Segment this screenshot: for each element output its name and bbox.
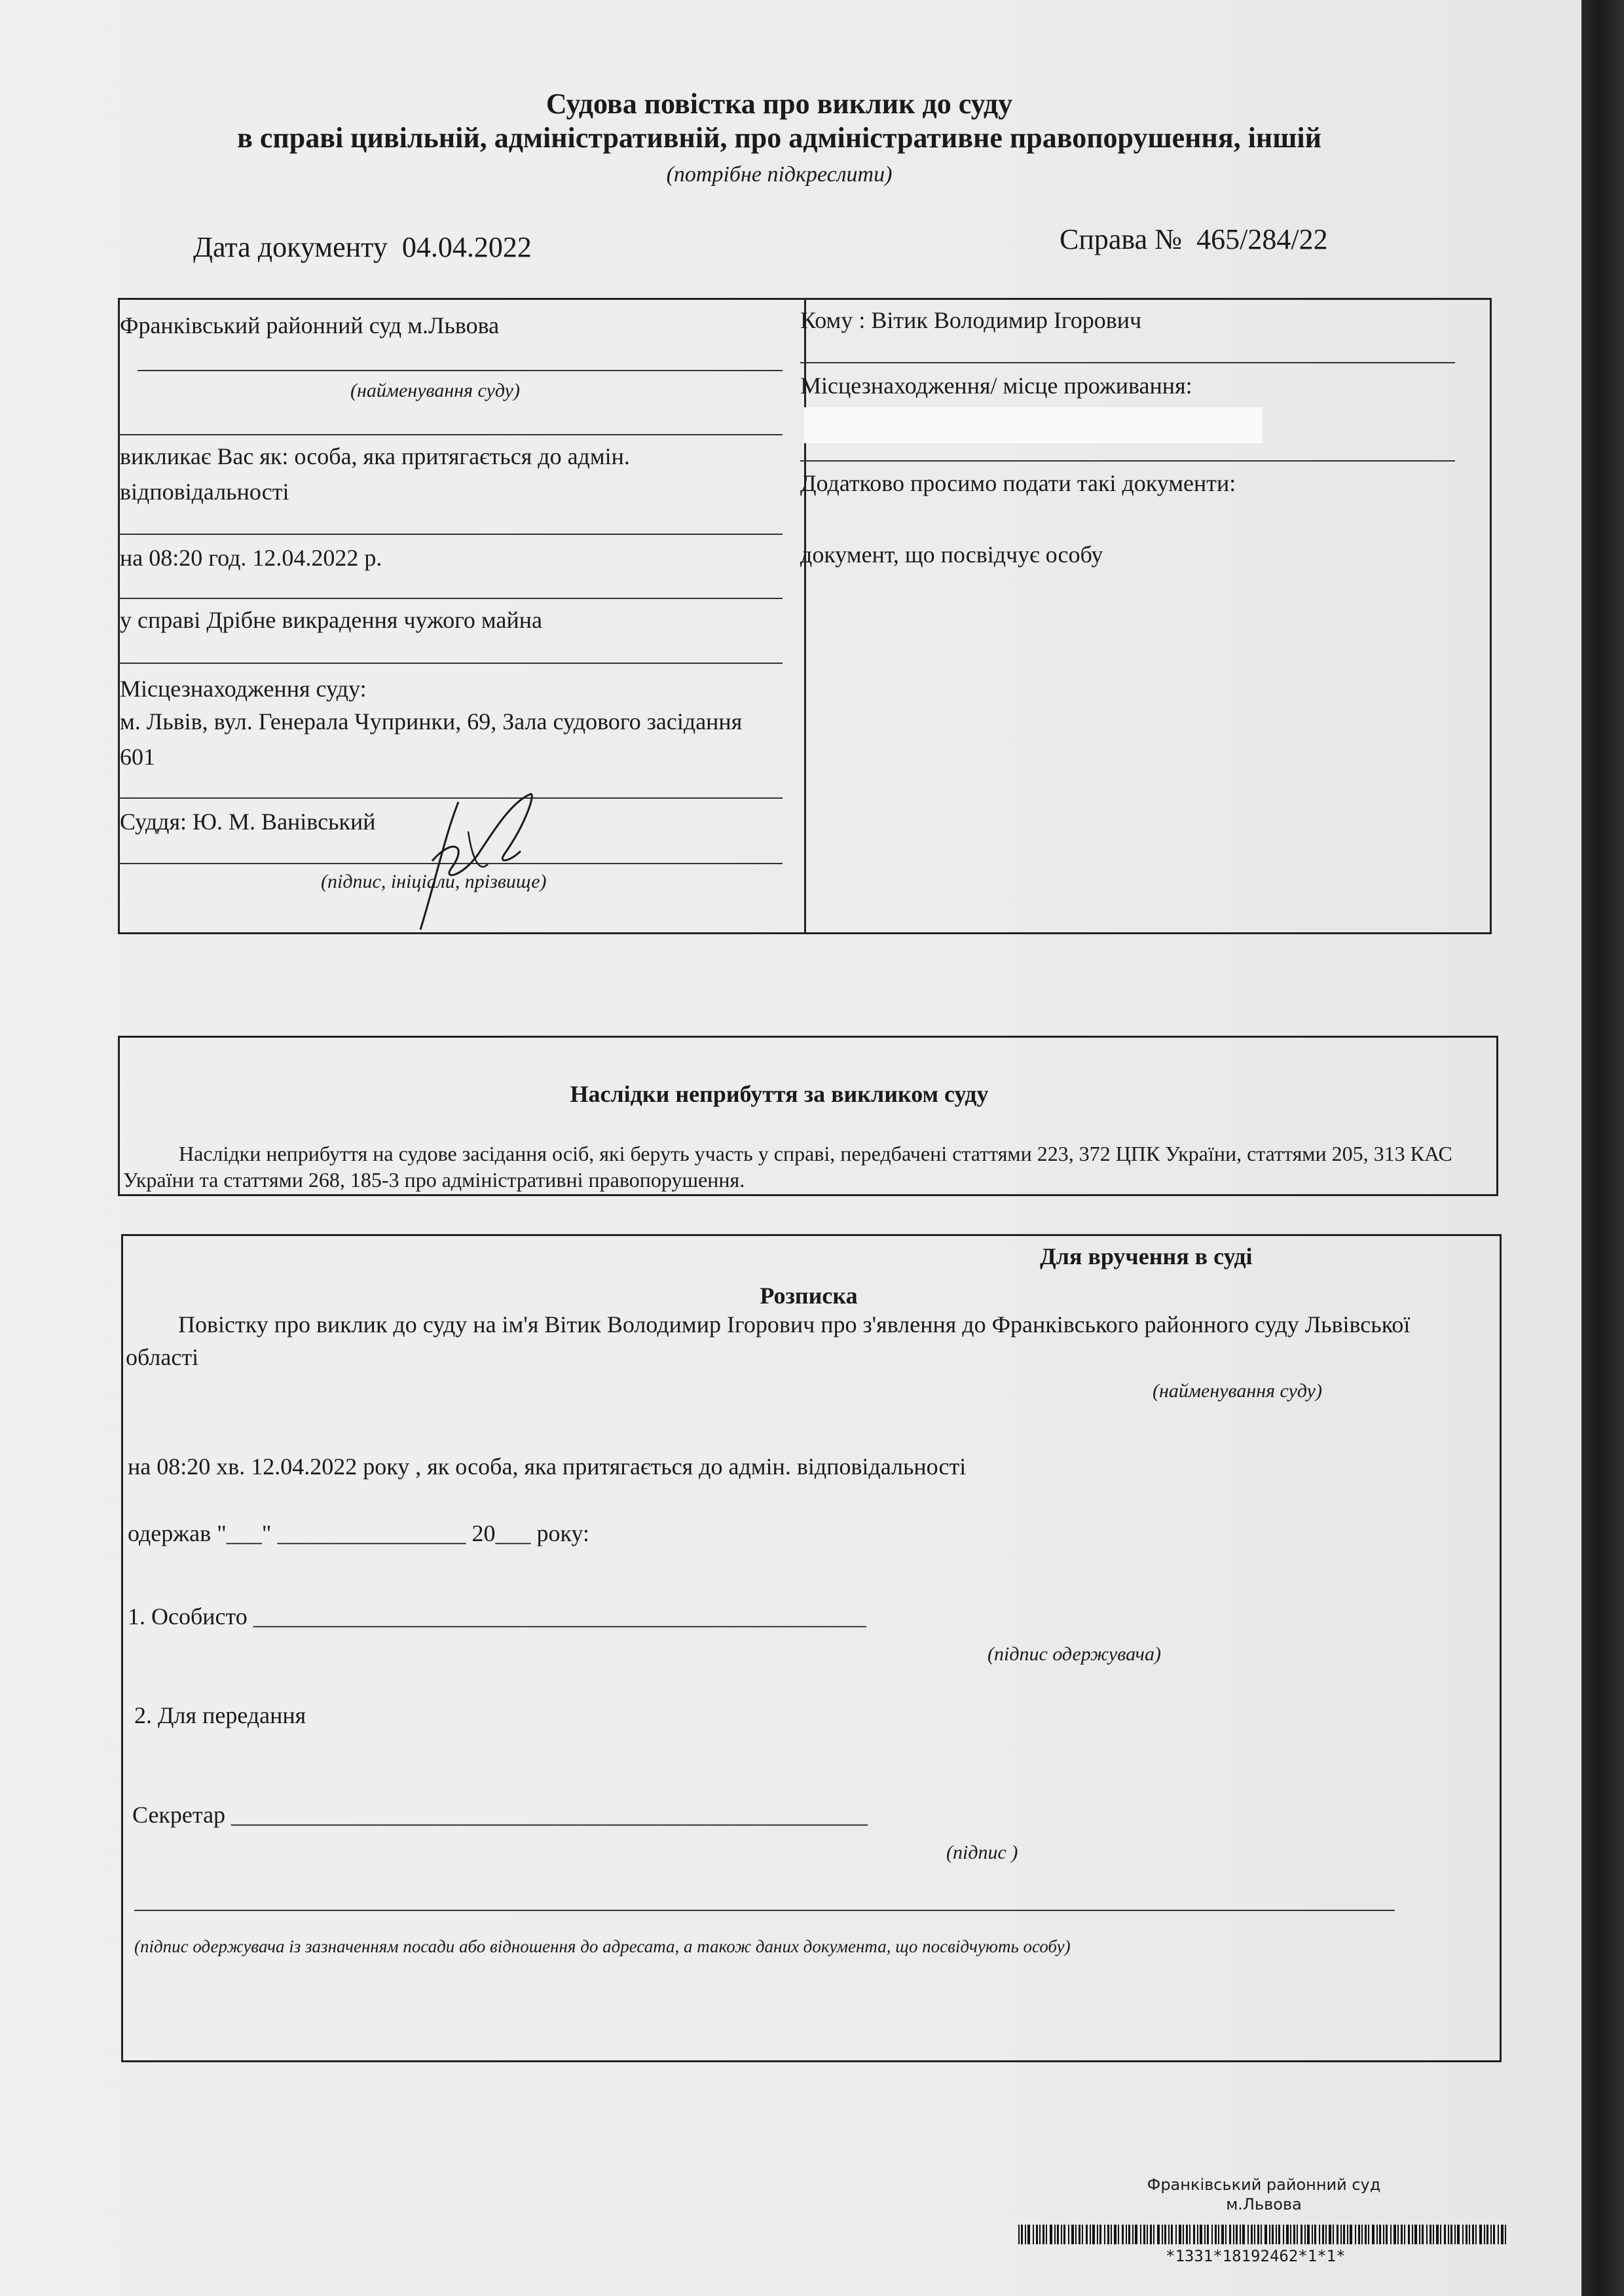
barcode: [1018, 2225, 1509, 2244]
summons-role: викликає Вас як: особа, яка притягається до адмін. відповідальності: [120, 443, 630, 505]
rule: [118, 663, 783, 664]
rule: [800, 362, 1455, 363]
document-subtitle: в справі цивільній, адміністративній, про адміністративне правопорушення, іншій: [237, 122, 1321, 154]
rule: [118, 598, 783, 599]
consequences-text: Наслідки неприбуття на судове засідання осіб, які беруть участь у справі, передбачені статтями 223, 372 ЦПК України, статтями 205, 313 КАС України та статтями 268, 185-3 про адміністративні правопорушення.: [123, 1142, 1452, 1192]
address-label: Місцезнаходження/ місце проживання:: [800, 373, 1192, 399]
court-name: Франківський районний суд м.Львова: [120, 312, 500, 338]
rule: [118, 534, 783, 535]
rule: [134, 1910, 1395, 1911]
signature-caption: (підпис, ініціали, прізвище): [321, 871, 547, 892]
case-subject: у справі Дрібне викрадення чужого майна: [120, 607, 542, 633]
received-line: одержав "___" ________________ 20___ року:: [128, 1520, 590, 1546]
underline-note: (потрібне підкреслити): [666, 162, 893, 187]
rule: [800, 460, 1455, 462]
court-caption: (найменування суду): [350, 380, 520, 401]
court-location: м. Львів, вул. Генерала Чупринки, 69, Зала судового засідання 601: [120, 708, 743, 770]
barcode-text: *1331*18192462*1*1*: [1166, 2247, 1346, 2265]
footer-court-name: [1126, 2175, 1401, 2214]
personal-signature-caption: (підпис одержувача): [987, 1643, 1161, 1665]
hearing-time: на 08:20 год. 12.04.2022 р.: [120, 545, 382, 571]
judge-name: Суддя: Ю. М. Ванівський: [120, 809, 376, 835]
documents-label: Додатково просимо подати такі документи:: [800, 470, 1236, 496]
footer-court-line1: Франківський районний суд: [1147, 2176, 1381, 2194]
document-date: [193, 230, 532, 264]
scan-edge: [1581, 0, 1624, 2296]
consequences-title: Наслідки неприбуття за викликом суду: [570, 1081, 989, 1107]
transfer-label: 2. Для передання: [134, 1702, 306, 1728]
document-date-value: 04.04.2022: [401, 231, 532, 263]
secretary-line: Секретар ______________________________________________________: [132, 1802, 868, 1828]
receipt-hearing-line: на 08:20 хв. 12.04.2022 року , як особа, яка притягається до адмін. відповідальності: [128, 1453, 967, 1480]
rule: [138, 370, 783, 371]
document-title: Судова повістка про виклик до суду: [545, 88, 1013, 120]
receipt-title: Розписка: [760, 1283, 858, 1309]
court-location-label: Місцезнаходження суду:: [120, 676, 367, 702]
judge-signature: [406, 782, 557, 936]
secretary-caption: (підпис ): [946, 1842, 1018, 1863]
recipient-details-caption: (підпис одержувача із зазначенням посади або відношення до адресата, а також даних документа, що посвідчують особу): [134, 1937, 1071, 1956]
documents-value: документ, що посвідчує особу: [800, 541, 1103, 568]
case-number-value: 465/284/22: [1196, 223, 1328, 255]
rule: [118, 434, 783, 435]
case-number-label: Справа №: [1060, 223, 1183, 255]
for-court-label: Для вручення в суді: [1040, 1243, 1253, 1269]
footer-court-line2: м.Львова: [1226, 2195, 1302, 2214]
receipt-summons-line: Повістку про виклик до суду на ім'я Вітик Володимир Ігорович про з'явлення до Франківського районного суду Львівської області: [126, 1311, 1411, 1370]
document-date-label: Дата документу: [193, 231, 388, 263]
redacted-address: [804, 407, 1263, 443]
case-number: [1060, 223, 1328, 256]
personal-signature-line: 1. Особисто ____________________________________________________: [128, 1603, 866, 1630]
receipt-court-caption: (найменування суду): [1153, 1380, 1322, 1402]
recipient: Кому : Вітик Володимир Ігорович: [800, 307, 1142, 333]
